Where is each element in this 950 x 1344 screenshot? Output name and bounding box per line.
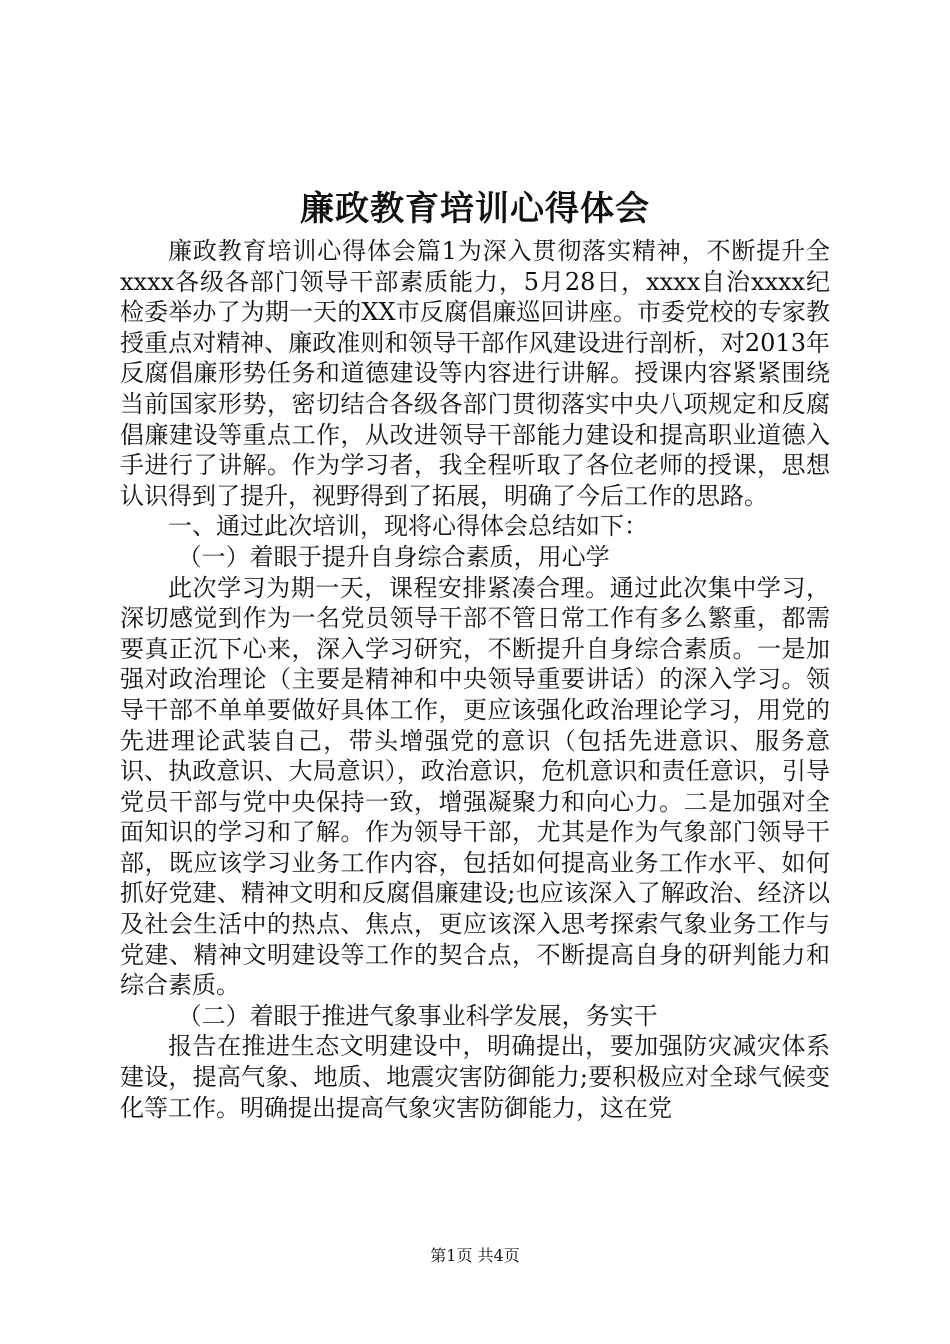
page-footer: 第1页 共4页 — [430, 1246, 520, 1265]
paragraph-section-1: 此次学习为期一天，课程安排紧凑合理。通过此次集中学习，深切感觉到作为一名党员领导干部不管日常工作有多么繁重，都需要真正沉下心来，深入学习研究，不断提升自身综合素质。一是加强对政治理论（主要是精神和中央领导重要讲话）的深入学习。领导干部不单单要做好具体工作，更应该强化政治理论学习，用党的先进理论武装自己，带头增强党的意识（包括先进意识、服务意识、执政意识、大局意识），政治意识，危机意识和责任意识，引导党员干部与党中央保持一致，增强凝聚力和向心力。二是加强对全面知识的学习和了解。作为领导干部，尤其是作为气象部门领导干部，既应该学习业务工作内容，包括如何提高业务工作水平、如何抓好党建、精神文明和反腐倡廉建设;也应该深入了解政治、经济以及社会生活中的热点、焦点，更应该深入思考探索气象业务工作与党建、精神文明建设等工作的契合点，不断提高自身的研判能力和综合素质。 — [120, 573, 830, 1000]
paragraph-summary-heading: 一、通过此次培训，现将心得体会总结如下： — [168, 512, 648, 541]
section-heading-1: （一）着眼于提升自身综合素质，用心学 — [177, 542, 610, 571]
paragraph-section-2: 报告在推进生态文明建设中，明确提出，要加强防灾减灾体系建设，提高气象、地质、地震灾害防御能力;要积极应对全球气候变化等工作。明确提出提高气象灾害防御能力，这在党 — [120, 1032, 830, 1122]
document-body — [120, 236, 830, 1123]
document-title: 廉政教育培训心得体会 — [300, 189, 650, 229]
paragraph-intro: 廉政教育培训心得体会篇1为深入贯彻落实精神，不断提升全xxxx各级各部门领导干部素质能力，5月28日，xxxx自治xxxx纪检委举办了为期一天的XX市反腐倡廉巡回讲座。市委党校的专家教授重点对精神、廉政准则和领导干部作风建设进行剖析，对2013年反腐倡廉形势任务和道德建设等内容进行讲解。授课内容紧紧围绕当前国家形势，密切结合各级各部门贯彻落实中央八项规定和反腐倡廉建设等重点工作，从改进领导干部能力建设和提高职业道德入手进行了讲解。作为学习者，我全程听取了各位老师的授课，思想认识得到了提升，视野得到了拓展，明确了今后工作的思路。 — [120, 237, 830, 510]
section-heading-2: （二）着眼于推进气象事业科学发展，务实干 — [177, 1001, 658, 1030]
